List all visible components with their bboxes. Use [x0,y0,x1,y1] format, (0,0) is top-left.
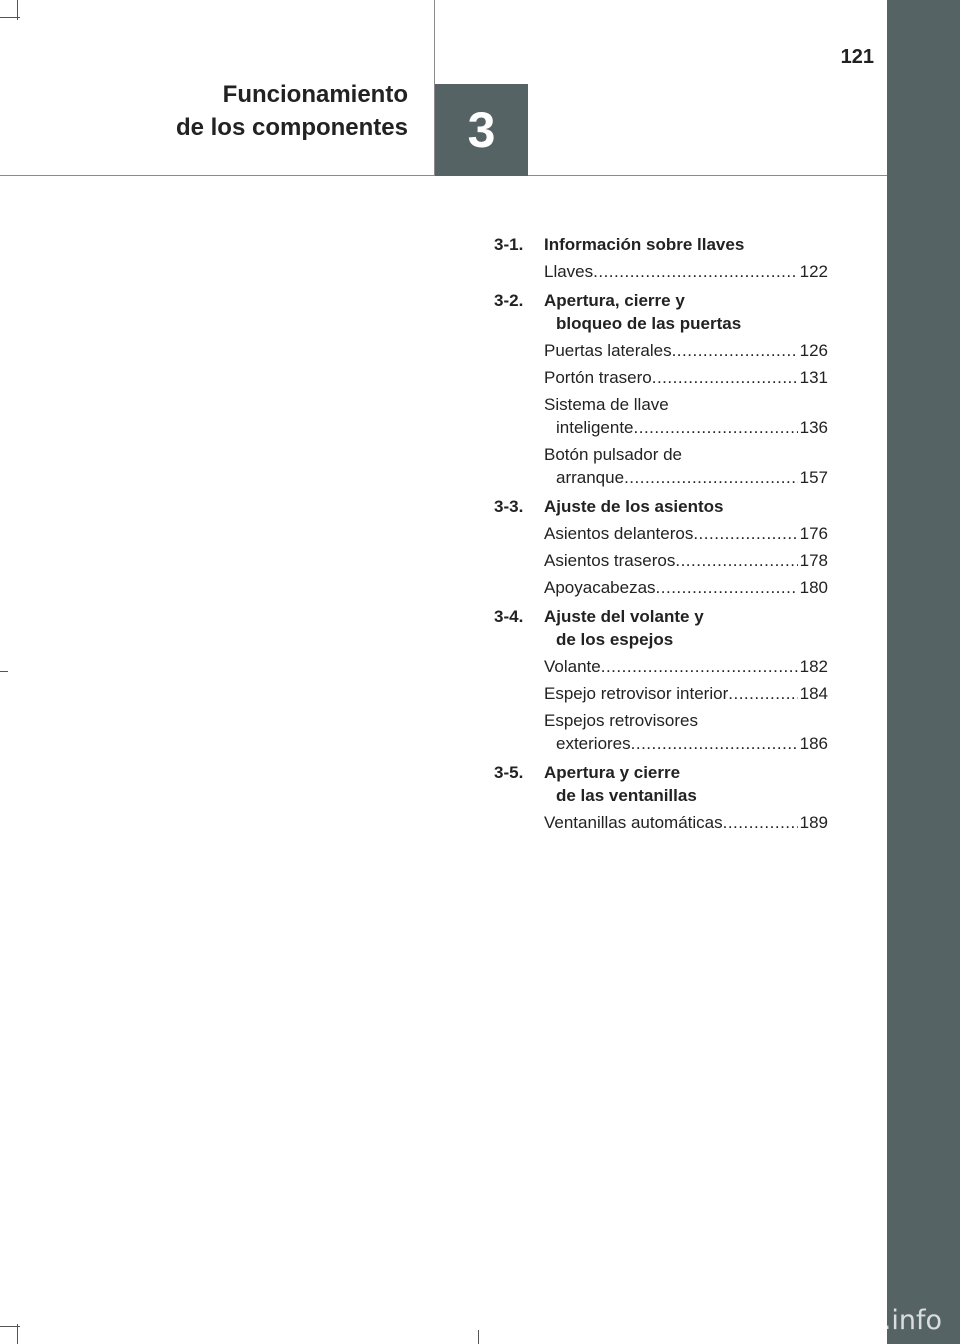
dot-leader [728,682,797,705]
toc-entry[interactable] [494,366,828,389]
chapter-title [176,78,408,144]
section-title [544,495,724,518]
toc-entry[interactable] [494,682,828,705]
toc-section [494,761,828,834]
toc-entry-label: Puertas laterales [544,341,672,360]
section-title-line: Ajuste de los asientos [544,497,724,516]
section-title-line: Apertura, cierre y [544,291,685,310]
toc-entry[interactable] [494,811,828,834]
section-title-line: de las ventanillas [556,786,697,805]
toc-section-heading [494,761,828,807]
chapter-number-badge: 3 [435,84,528,176]
toc-page-number: 126 [799,341,828,360]
toc-entry-label: Volante [544,657,601,676]
toc-entry-label: Espejos retrovisores [544,711,699,730]
toc-section-heading [494,495,828,518]
toc-entry-label: Apoyacabezas [544,578,656,597]
toc-entry-label: Botón pulsador de [544,445,682,464]
toc-entry-line [544,366,828,389]
crop-mark [17,0,18,20]
toc-entry-label: exteriores [556,734,631,753]
dot-leader [675,549,797,572]
chapter-title-line: de los componentes [175,114,408,141]
toc-section [494,605,828,755]
section-number: 3-2. [494,291,524,310]
toc-entry-label: Sistema de llave [544,395,669,414]
toc-entry-label: arranque [556,468,625,487]
toc-entry-line [544,709,828,732]
dot-leader [624,466,798,489]
toc-entry-label: Asientos traseros [544,551,676,570]
section-title [544,233,744,256]
dot-leader [593,260,797,283]
toc-entry-line [544,466,828,489]
section-title [544,761,697,807]
dot-leader [723,811,798,834]
toc-section-heading [494,605,828,651]
toc-entry-line [544,732,828,755]
toc-entry-label: Portón trasero [544,368,652,387]
watermark: carmanualsonline.info [643,1305,942,1336]
crop-mark [478,1330,479,1344]
table-of-contents [494,233,828,840]
chapter-side-tab [887,0,960,1344]
toc-page-number: 157 [799,468,828,487]
toc-entry[interactable] [494,522,828,545]
section-number: 3-3. [494,497,524,516]
toc-entry[interactable] [494,549,828,572]
toc-entry-label: Llaves [544,262,594,281]
section-number: 3-4. [494,607,524,626]
section-number: 3-1. [494,235,524,254]
toc-entry-line [544,339,828,362]
toc-entry[interactable] [494,709,828,755]
section-number: 3-5. [494,763,524,782]
toc-page-number: 136 [799,418,828,437]
page-number: 121 [840,46,874,68]
section-title-line: bloqueo de las puertas [556,314,742,333]
crop-mark [0,671,8,672]
section-title-line: de los espejos [556,630,674,649]
section-title [544,289,741,335]
toc-entry-line [544,443,828,466]
toc-section [494,233,828,283]
toc-entry-label: Espejo retrovisor interior [544,684,729,703]
toc-entry[interactable] [494,339,828,362]
toc-page-number: 189 [799,813,828,832]
toc-entry-line [544,549,828,572]
toc-entry[interactable] [494,443,828,489]
toc-entry-label: Asientos delanteros [544,524,694,543]
dot-leader [656,576,798,599]
section-title-line: Información sobre llaves [544,235,745,254]
toc-entry-label: Ventanillas automáticas [544,813,723,832]
toc-entry-line [544,416,828,439]
section-title-line: Ajuste del volante y [544,607,704,626]
toc-entry-line [544,655,828,678]
toc-entry[interactable] [494,576,828,599]
dot-leader [634,416,798,439]
section-title-line: Apertura y cierre [544,763,681,782]
dot-leader [652,366,798,389]
chapter-title-line: Funcionamiento [222,81,408,108]
toc-section [494,289,828,489]
dot-leader [672,339,798,362]
toc-section-heading [494,233,828,256]
toc-page-number: 178 [799,551,828,570]
toc-page-number: 122 [799,262,828,281]
toc-page-number: 182 [799,657,828,676]
toc-entry[interactable] [494,260,828,283]
toc-entry-line [544,260,828,283]
dot-leader [601,655,798,678]
toc-section-heading [494,289,828,335]
toc-entry[interactable] [494,393,828,439]
toc-entry-line [544,682,828,705]
toc-section [494,495,828,599]
toc-page-number: 186 [799,734,828,753]
toc-page-number: 184 [799,684,828,703]
toc-entry-line [544,576,828,599]
section-title [544,605,704,651]
toc-entry-line [544,393,828,416]
dot-leader [631,732,798,755]
toc-page-number: 131 [799,368,828,387]
dot-leader [693,522,797,545]
toc-entry-label: inteligente [556,418,634,437]
toc-page-number: 180 [799,578,828,597]
toc-entry[interactable] [494,655,828,678]
crop-mark [17,1324,18,1344]
toc-entry-line [544,522,828,545]
toc-entry-line [544,811,828,834]
toc-page-number: 176 [799,524,828,543]
